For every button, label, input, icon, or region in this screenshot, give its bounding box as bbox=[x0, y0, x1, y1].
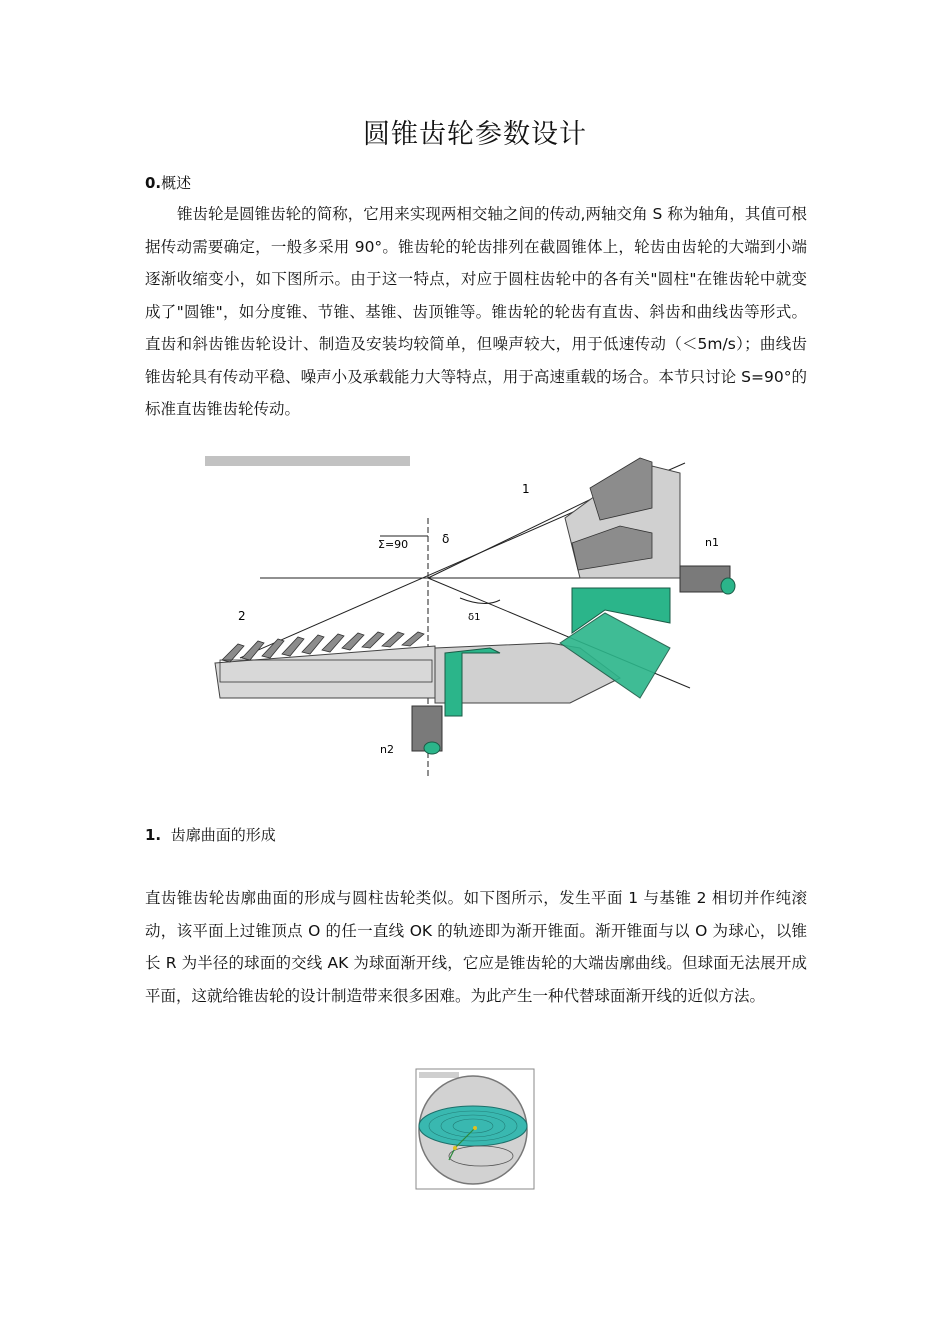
section-0-title: 概述 bbox=[161, 174, 192, 192]
section-1-heading bbox=[145, 824, 276, 845]
bevel-gear-figure bbox=[200, 448, 750, 788]
delta-arc bbox=[460, 598, 500, 604]
section-1-number: 1. bbox=[145, 826, 162, 844]
section-0-paragraph: 锥齿轮是圆锥齿轮的简称，它用来实现两相交轴之间的传动,两轴交角 S 称为轴角，其值可根据传动需要确定，一般多采用 90°。锥齿轮的轮齿排列在截圆锥体上，轮齿由齿轮的大端到小端逐渐收缩变小，如下图所示。由于这一特点，对应于圆柱齿轮中的各有关"圆柱"在锥齿轮中就变成了"圆锥"，如分度锥、节锥、基锥、齿顶锥等。锥齿轮的轮齿有直齿、斜齿和曲线齿等形式。直齿和斜齿锥齿轮设计、制造及安装均较简单，但噪声较大，用于低速传动（＜5m/s）；曲线齿锥齿轮具有传动平稳、噪声小及承载能力大等特点，用于高速重载的场合。本节只讨论 S=90°的标准直齿锥齿轮传动。 bbox=[145, 205, 807, 418]
figure-caption-strip bbox=[205, 456, 410, 466]
label-part-2: 2 bbox=[238, 609, 246, 623]
label-n2: n2 bbox=[380, 743, 394, 756]
point-k bbox=[453, 1146, 457, 1150]
label-sigma: Σ=90 bbox=[378, 538, 409, 551]
label-part-1: 1 bbox=[522, 482, 530, 496]
section-1-title: 齿廓曲面的形成 bbox=[170, 826, 276, 844]
section-0-heading bbox=[145, 172, 191, 193]
section-1-paragraph: 直齿锥齿轮齿廓曲面的形成与圆柱齿轮类似。如下图所示，发生平面 1 与基锥 2 相切并作纯滚动，该平面上过锥顶点 O 的任一直线 OK 的轨迹即为渐开锥面。渐开锥面与以 O 为球心，以锥长 R 为半径的球面的交线 AK 为球面渐开线，它应是锥齿轮的大端齿廓曲线。但球面无法展开成平面，这就给锥齿轮的设计制造带来很多困难。为此产生一种代替球面渐开线的近似方法。 bbox=[145, 889, 807, 1005]
spherical-involute-figure bbox=[415, 1068, 535, 1190]
label-n1: n1 bbox=[705, 536, 719, 549]
shaft-n2-end bbox=[424, 742, 440, 754]
cutting-plane bbox=[419, 1106, 527, 1146]
page-title: 圆锥齿轮参数设计 bbox=[363, 119, 587, 150]
label-delta: δ bbox=[442, 532, 450, 546]
section-0-number: 0. bbox=[145, 174, 162, 192]
figure-caption-strip bbox=[419, 1072, 459, 1078]
apex-point bbox=[473, 1126, 477, 1130]
shaft-n1-end bbox=[721, 578, 735, 594]
label-delta1: δ1 bbox=[468, 612, 481, 623]
